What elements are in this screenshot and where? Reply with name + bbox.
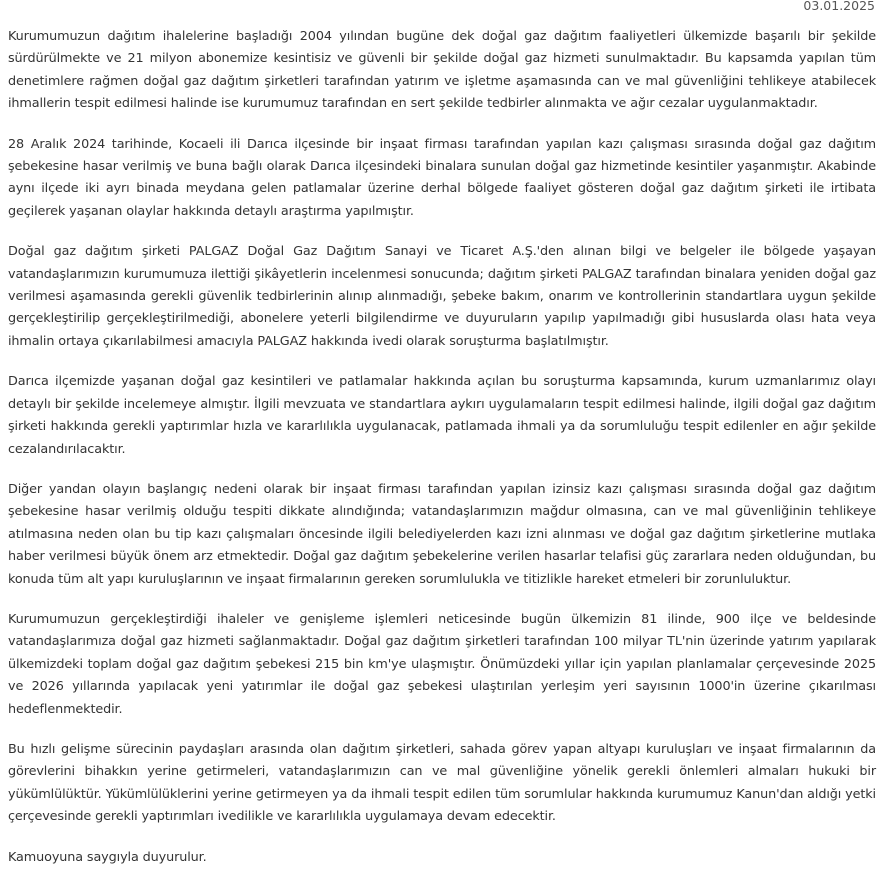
article-paragraph-2: 28 Aralık 2024 tarihinde, Kocaeli ili Darıca ilçesinde bir inşaat firması tarafından yapılan kazı çalışması sırasında doğal gaz dağıtım şebekesine hasar verilmiş ve buna bağlı olarak Darıca ilçesindeki binalara sunulan doğal gaz hizmetinde kesintiler yaşanmıştır. Akabinde aynı ilçede iki ayrı binada meydana gelen patlamalar üzerine derhal bölgede faaliyet gösteren doğal gaz dağıtım şirketi ile irtibata geçilerek yaşanan olaylar hakkında detaylı araştırma yapılmıştır.: [8, 136, 876, 219]
article-paragraph-4: Darıca ilçemizde yaşanan doğal gaz kesintileri ve patlamalar hakkında açılan bu soruşturma kapsamında, kurum uzmanlarımız olayı detaylı bir şekilde incelemeye almıştır. İlgili mevzuata ve standartlara aykırı uygulamaların tespit edilmesi halinde, ilgili doğal gaz dağıtım şirketi hakkında gerekli yaptırımlar hızla ve kararlılıkla uygulanacak, patlamada ihmali ya da sorumluluğu tespit edilenler en ağır şekilde cezalandırılacaktır.: [8, 374, 876, 457]
article-paragraph-1: Kurumumuzun dağıtım ihalelerine başladığı 2004 yılından bugüne dek doğal gaz dağıtım faaliyetleri ülkemizde başarılı bir şekilde sürdürülmekte ve 21 milyon abonemize kesintisiz ve güvenli bir şekilde doğal gaz hizmeti sunulmaktadır. Bu kapsamda yapılan tüm denetimlere rağmen doğal gaz dağıtım şirketleri tarafından yatırım ve işletme aşamasında can ve mal güvenliğini tehlikeye atabilecek ihmallerin tespit edilmesi halinde ise kurumumuz tarafından en sert şekilde tedbirler alınmakta ve ağır cezalar uygulanmaktadır.: [8, 29, 876, 112]
closing-statement: Kamuoyuna saygıyla duyurulur.: [8, 849, 207, 865]
article-body: [8, 26, 876, 869]
article-paragraph-6: Kurumumuzun gerçekleştirdiği ihaleler ve genişleme işlemleri neticesinde bugün ülkemizin 81 ilinde, 900 ilçe ve beldesinde vatandaşlarımıza doğal gaz hizmeti sağlanmaktadır. Doğal gaz dağıtım şirketleri tarafından 100 milyar TL'nin üzerinde yatırım yapılarak ülkemizdeki toplam doğal gaz dağıtım şebekesi 215 bin km'ye ulaşmıştır. Önümüzdeki yıllar için yapılan planlamalar çerçevesinde 2025 ve 2026 yıllarında yapılacak yeni yatırımlar ile doğal gaz şebekesi ulaştırılan yerleşim yeri sayısının 1000'in üzerine çıkarılması hedeflenmektedir.: [8, 611, 876, 717]
article-paragraph-5: Diğer yandan olayın başlangıç nedeni olarak bir inşaat firması tarafından yapılan izinsiz kazı çalışması sırasında doğal gaz dağıtım şebekesine hasar verilmiş olduğu tespiti dikkate alındığında; vatandaşlarımızın mağdur olmasına, can ve mal güvenliğinin tehlikeye atılmasına neden olan bu tip kazı çalışmaları öncesinde ilgili belediyelerden kazı izni alınması ve doğal gaz dağıtım şirketlerine mutlaka haber verilmesi büyük önem arz etmektedir. Doğal gaz dağıtım şebekelerine verilen hasarlar telafisi güç zararlara neden olduğundan, bu konuda tüm alt yapı kuruluşlarının ve inşaat firmalarının gereken sorumlulukla ve titizlikle hareket etmeleri bir zorunluluktur.: [8, 481, 876, 587]
article-paragraph-3: Doğal gaz dağıtım şirketi PALGAZ Doğal Gaz Dağıtım Sanayi ve Ticaret A.Ş.'den alınan bilgi ve belgeler ile bölgede yaşayan vatandaşlarımızın kurumumuza ilettiği şikâyetlerin incelenmesi sonucunda; dağıtım şirketi PALGAZ tarafından binalara yeniden doğal gaz verilmesi aşamasında gerekli güvenlik tedbirlerinin alınıp alınmadığı, şebeke bakım, onarım ve kontrollerinin standartlara uygun şekilde gerçekleştirilip gerçekleştirilmediği, abonelere yeterli bilgilendirme ve duyuruların yapılıp yapılmadığı gibi hususlarda olası hata veya ihmalin ortaya çıkarılabilmesi amacıyla PALGAZ hakkında ivedi olarak soruşturma başlatılmıştır.: [8, 244, 876, 349]
publish-date: 03.01.2025: [803, 0, 875, 13]
article-paragraph-7: Bu hızlı gelişme sürecinin paydaşları arasında olan dağıtım şirketleri, sahada görev yapan altyapı kuruluşları ve inşaat firmalarının da görevlerini bihakkın yerine getirmeleri, vatandaşlarımızın can ve mal güvenliğine yönelik gerekli önlemleri almaları hukuki bir yükümlülüktür. Yükümlülüklerini yerine getirmeyen ya da ihmali tespit edilen tüm sorumlular hakkında kurumumuz Kanun'dan aldığı yetki çerçevesinde gerekli yaptırımları ivedilikle ve kararlılıkla uygulamaya devam edecektir.: [8, 741, 876, 825]
